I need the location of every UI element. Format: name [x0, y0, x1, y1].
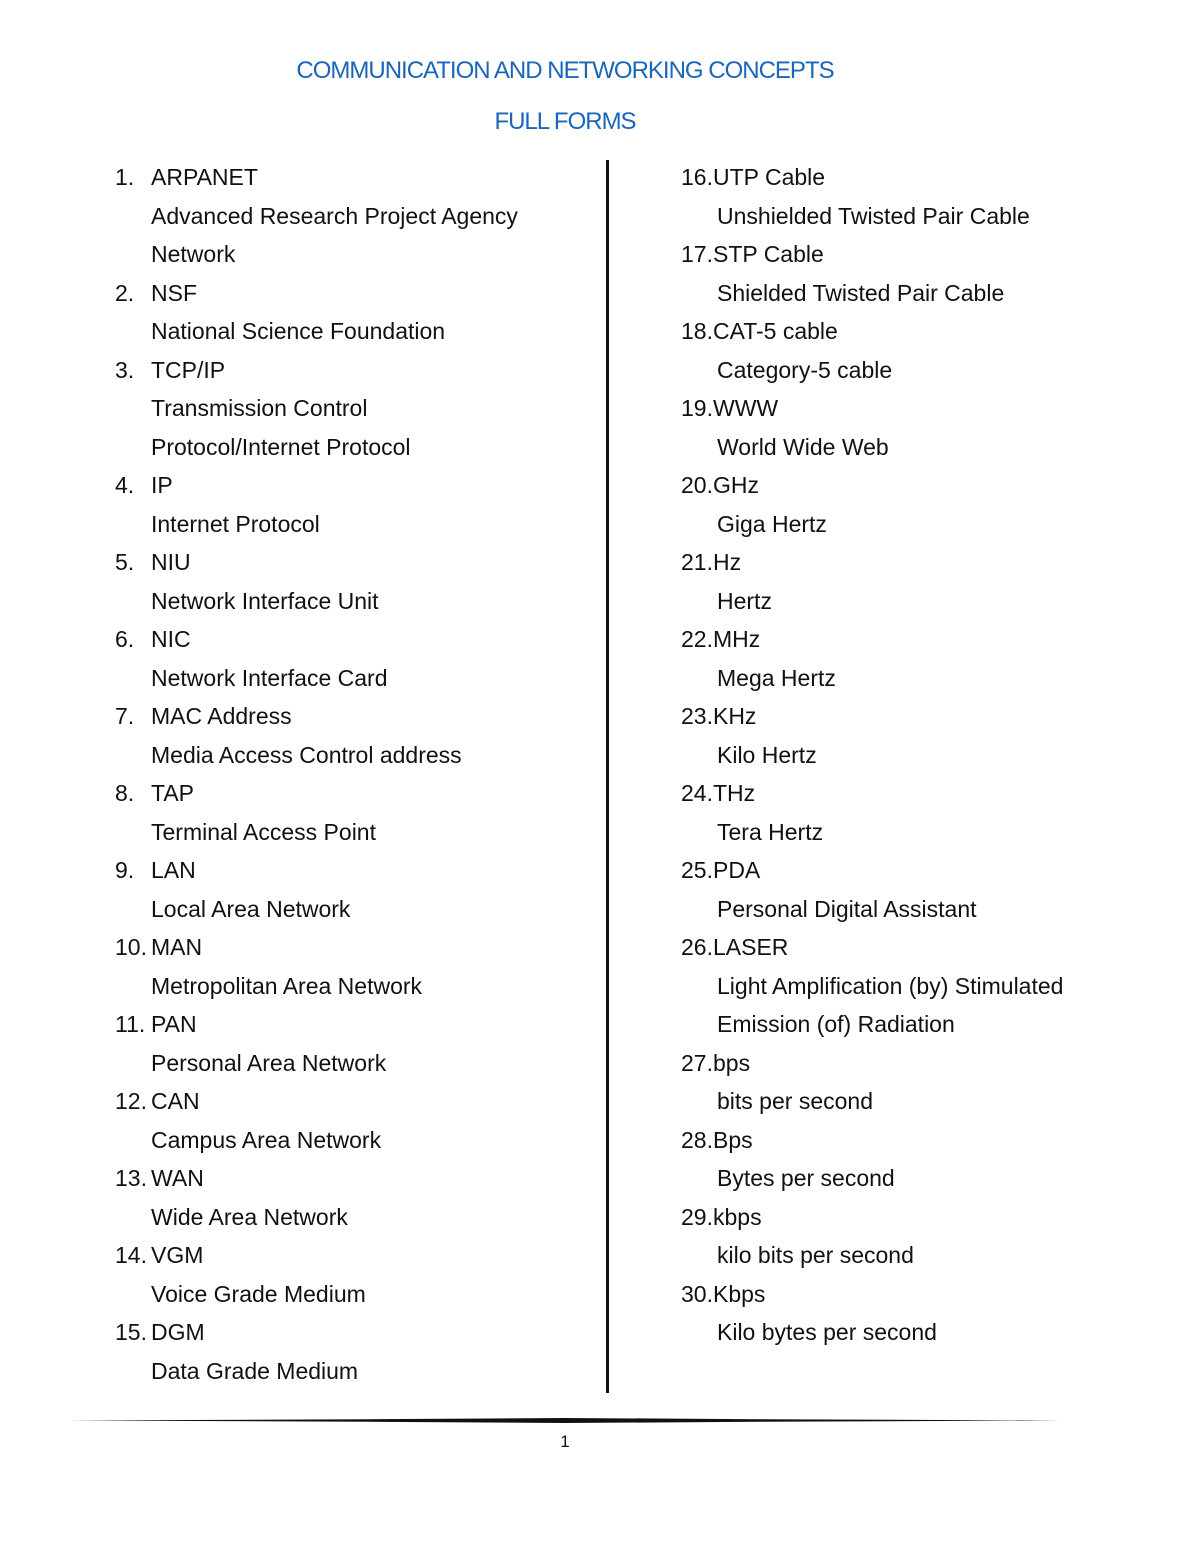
full-form-text: Giga Hertz	[717, 510, 827, 537]
abbreviation-term	[115, 1236, 595, 1275]
full-form-text: Bytes per second	[717, 1165, 895, 1191]
full-form-text: Personal Digital Assistant	[717, 895, 977, 922]
abbreviation-term	[115, 1159, 595, 1198]
full-form-text: Shielded Twisted Pair Cable	[717, 279, 1005, 306]
item-number: 8.	[115, 780, 135, 806]
abbreviation-term	[115, 543, 595, 582]
item-number: 6.	[115, 626, 135, 652]
abbreviation-term	[681, 466, 1181, 505]
item-number: 22.	[681, 626, 713, 652]
list-item	[115, 274, 595, 351]
abbreviation-label: WWW	[712, 395, 779, 421]
item-number: 26.	[681, 934, 713, 960]
abbreviation-term	[681, 1121, 1181, 1160]
abbreviation-label: GHz	[712, 472, 759, 498]
abbreviation-label: PAN	[151, 1011, 197, 1037]
list-item	[115, 928, 595, 1005]
item-number: 27.	[681, 1049, 713, 1076]
full-form-text: Mega Hertz	[717, 664, 836, 691]
page-number: 1	[560, 1432, 570, 1451]
item-number: 1.	[115, 164, 135, 190]
item-number: 7.	[115, 703, 135, 729]
abbreviation-term	[115, 1005, 595, 1044]
full-form-text: Network	[151, 241, 236, 267]
list-item	[681, 312, 1181, 389]
item-number: 20.	[681, 472, 713, 498]
item-number: 18.	[681, 318, 713, 344]
document-subtitle: FULL FORMS	[494, 108, 636, 135]
abbreviation-label: STP Cable	[712, 241, 824, 267]
full-form-text: Media Access Control address	[151, 741, 462, 768]
item-number: 23.	[681, 703, 713, 729]
abbreviation-term	[115, 928, 595, 967]
abbreviation-term	[681, 928, 1181, 967]
list-item	[681, 1198, 1181, 1275]
abbreviation-term	[681, 312, 1181, 351]
full-form-text: Internet Protocol	[151, 510, 320, 537]
abbreviation-label: IP	[151, 472, 173, 498]
item-number: 21.	[681, 549, 713, 575]
item-number: 29.	[681, 1203, 713, 1230]
item-number: 19.	[681, 395, 713, 421]
column-divider	[606, 160, 609, 1393]
list-item	[115, 1236, 595, 1313]
full-form-text: Unshielded Twisted Pair Cable	[717, 202, 1030, 229]
full-form-text: Campus Area Network	[151, 1126, 382, 1153]
full-form-text: Protocol/Internet Protocol	[151, 433, 411, 460]
full-form-text: Voice Grade Medium	[151, 1280, 366, 1307]
abbreviation-term	[681, 158, 1181, 197]
item-number: 12.	[115, 1088, 147, 1114]
list-item	[115, 1082, 595, 1159]
list-item	[681, 466, 1181, 543]
abbreviation-term	[115, 620, 595, 659]
document-title: COMMUNICATION AND NETWORKING CONCEPTS	[296, 57, 834, 84]
list-item	[681, 1121, 1181, 1198]
item-number: 13.	[115, 1165, 147, 1191]
abbreviation-term	[681, 774, 1181, 813]
item-number: 4.	[115, 472, 135, 498]
abbreviation-term	[681, 235, 1181, 274]
abbreviation-term	[115, 1313, 595, 1352]
full-form-text: Emission (of) Radiation	[717, 1011, 955, 1037]
abbreviation-term	[681, 851, 1181, 890]
full-form-text: Network Interface Unit	[151, 587, 379, 614]
abbreviation-label: Kbps	[712, 1280, 766, 1307]
list-item	[115, 697, 595, 774]
abbreviation-label: WAN	[151, 1165, 204, 1191]
item-number: 5.	[115, 549, 135, 575]
item-number: 2.	[115, 279, 135, 306]
item-number: 14.	[115, 1242, 147, 1268]
list-item	[681, 389, 1181, 466]
left-column-list	[115, 158, 595, 1390]
abbreviation-term	[681, 1198, 1181, 1237]
abbreviation-term	[681, 697, 1181, 736]
list-item	[681, 235, 1181, 312]
list-item	[681, 543, 1181, 620]
abbreviation-term	[115, 466, 595, 505]
abbreviation-term	[115, 1082, 595, 1121]
full-form-text: Light Amplification (by) Stimulated	[717, 972, 1064, 999]
abbreviation-term	[115, 774, 595, 813]
abbreviation-label: ARPANET	[151, 164, 258, 190]
full-form-text: Terminal Access Point	[151, 818, 376, 845]
abbreviation-label: LAN	[151, 857, 196, 883]
abbreviation-label: PDA	[712, 857, 761, 883]
list-item	[681, 774, 1181, 851]
abbreviation-label: bps	[712, 1049, 751, 1076]
list-item	[115, 351, 595, 467]
abbreviation-label: KHz	[712, 703, 757, 729]
full-form-text: World Wide Web	[717, 433, 889, 460]
list-item	[115, 1005, 595, 1082]
list-item	[115, 851, 595, 928]
abbreviation-label: NSF	[151, 279, 197, 306]
list-item	[681, 1275, 1181, 1352]
list-item	[681, 1044, 1181, 1121]
item-number: 28.	[681, 1126, 713, 1153]
abbreviation-term	[681, 1275, 1181, 1314]
list-item	[681, 851, 1181, 928]
item-number: 9.	[115, 857, 135, 883]
list-item	[115, 1159, 595, 1236]
full-form-text: Transmission Control	[151, 395, 368, 421]
abbreviation-term	[115, 351, 595, 390]
item-number: 3.	[115, 356, 135, 383]
abbreviation-label: THz	[712, 780, 756, 806]
abbreviation-label: LASER	[712, 934, 789, 960]
item-number: 24.	[681, 780, 713, 806]
full-form-text: Wide Area Network	[151, 1203, 348, 1230]
list-item	[115, 158, 595, 274]
item-number: 10.	[115, 934, 147, 960]
abbreviation-label: MHz	[712, 626, 761, 652]
abbreviation-label: CAT-5 cable	[712, 318, 838, 344]
full-form-text: Local Area Network	[151, 895, 351, 922]
abbreviation-term	[115, 158, 595, 197]
full-form-text: Advanced Research Project Agency	[151, 202, 518, 229]
full-form-text: Category-5 cable	[717, 356, 893, 383]
right-column-list	[681, 158, 1181, 1352]
full-form-text: Kilo bytes per second	[717, 1319, 937, 1345]
item-number: 25.	[681, 857, 713, 883]
list-item	[681, 697, 1181, 774]
list-item	[681, 158, 1181, 235]
abbreviation-label: NIC	[151, 626, 191, 652]
full-form-text: Kilo Hertz	[717, 741, 817, 768]
full-form-text: Data Grade Medium	[151, 1357, 359, 1384]
list-item	[115, 1313, 595, 1390]
full-form-text: Hertz	[717, 587, 772, 614]
list-item	[115, 774, 595, 851]
abbreviation-term	[115, 697, 595, 736]
list-item	[681, 620, 1181, 697]
abbreviation-term	[681, 1044, 1181, 1083]
full-form-text: Metropolitan Area Network	[151, 972, 423, 999]
full-form-text: Tera Hertz	[717, 818, 824, 845]
abbreviation-term	[115, 274, 595, 313]
full-form-text: Personal Area Network	[151, 1049, 387, 1076]
list-item	[115, 466, 595, 543]
item-number: 15.	[115, 1319, 147, 1345]
list-item	[115, 620, 595, 697]
abbreviation-term	[681, 620, 1181, 659]
abbreviation-label: TCP/IP	[151, 356, 226, 383]
abbreviation-label: VGM	[151, 1242, 204, 1268]
abbreviation-label: MAN	[151, 934, 203, 960]
list-item	[115, 543, 595, 620]
abbreviation-label: kbps	[712, 1203, 762, 1230]
full-form-text: Network Interface Card	[151, 664, 388, 691]
full-form-text: kilo bits per second	[717, 1242, 914, 1268]
item-number: 17.	[681, 241, 713, 267]
abbreviation-term	[681, 543, 1181, 582]
abbreviation-label: NIU	[151, 549, 191, 575]
abbreviation-term	[681, 389, 1181, 428]
abbreviation-label: TAP	[151, 780, 195, 806]
item-number: 11.	[115, 1011, 146, 1037]
abbreviation-term	[115, 851, 595, 890]
footer-rule	[68, 1418, 1060, 1423]
abbreviation-label: MAC Address	[151, 703, 292, 729]
abbreviation-label: UTP Cable	[712, 164, 826, 190]
item-number: 16.	[681, 164, 713, 190]
abbreviation-label: DGM	[151, 1319, 205, 1345]
full-form-text: National Science Foundation	[151, 318, 446, 344]
item-number: 30.	[681, 1280, 713, 1307]
abbreviation-label: Hz	[712, 549, 742, 575]
abbreviation-label: Bps	[712, 1126, 753, 1153]
abbreviation-label: CAN	[151, 1088, 200, 1114]
full-form-text: bits per second	[717, 1088, 873, 1114]
list-item	[681, 928, 1181, 1044]
